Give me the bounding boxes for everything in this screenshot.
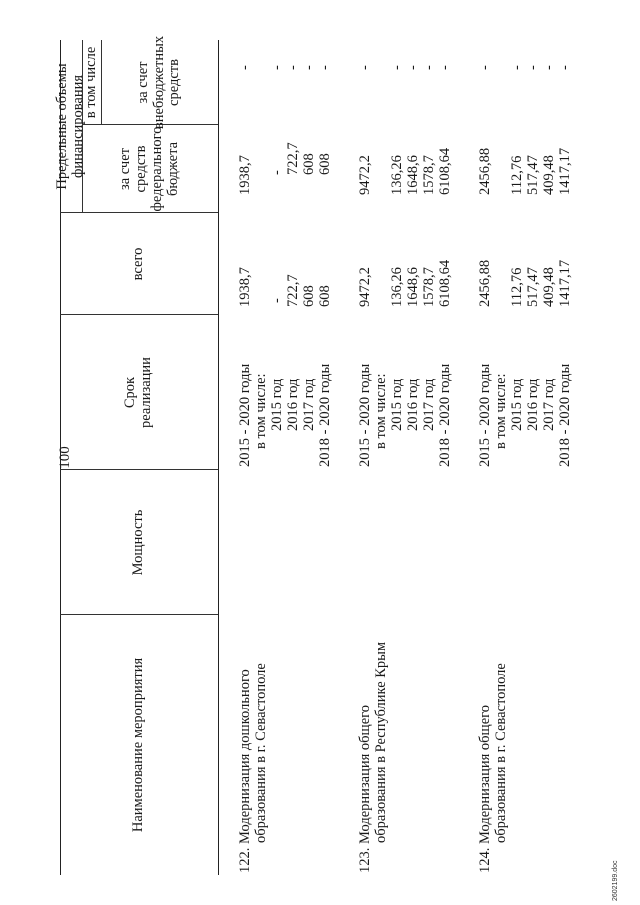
header-funding: Предельные объемы финансирования xyxy=(54,63,86,190)
table-row-extra: - - - - - xyxy=(357,65,453,70)
table-row-terms: 2015 - 2020 годы в том числе: 2015 год 2016 год 2017 год 2018 - 2020 годы xyxy=(357,363,453,467)
table-row-federal: 2456,88 112,76 517,47 409,48 1417,17 xyxy=(477,147,573,195)
header-name: Наименование мероприятия xyxy=(130,657,147,833)
table-row-terms: 2015 - 2020 годы в том числе: 2015 год 2016 год 2017 год 2018 - 2020 годы xyxy=(237,363,333,467)
header-term: Срок реализации xyxy=(122,357,154,428)
table-row-name: 123. Модернизация общего образования в Республике Крым xyxy=(357,641,389,873)
table-row-total: 1938,7 - 722,7 608 608 xyxy=(237,267,333,307)
document-footer: 2602199.doc xyxy=(612,860,619,901)
header-capacity: Мощность xyxy=(130,509,147,576)
header-federal: за счет средств федерального бюджета xyxy=(117,126,181,212)
rotated-page xyxy=(54,35,580,875)
header-bottom-rule xyxy=(218,40,219,875)
table-row-extra: - - - - - xyxy=(237,65,333,70)
table-row-total: 2456,88 112,76 517,47 409,48 1417,17 xyxy=(477,259,573,307)
table-row-name: 122. Модернизация дошкольного образования в г. Севастополе xyxy=(237,663,269,873)
page-number: 100 xyxy=(57,446,73,469)
header-including: в том числе xyxy=(82,46,99,119)
header-total: всего xyxy=(130,247,147,281)
table-row-total: 9472,2 136,26 1648,6 1578,7 6108,64 xyxy=(357,259,453,307)
table-row-name: 124. Модернизация общего образования в г. Севастополе xyxy=(477,663,509,873)
table-row-federal: 9472,2 136,26 1648,6 1578,7 6108,64 xyxy=(357,147,453,195)
table-row-extra: - - - - - xyxy=(477,65,573,70)
header-extra: за счет внебюджетных средств xyxy=(134,35,183,130)
table-row-terms: 2015 - 2020 годы в том числе: 2015 год 2016 год 2017 год 2018 - 2020 годы xyxy=(477,363,573,467)
table-row-federal: 1938,7 - 722,7 608 608 xyxy=(237,142,333,195)
